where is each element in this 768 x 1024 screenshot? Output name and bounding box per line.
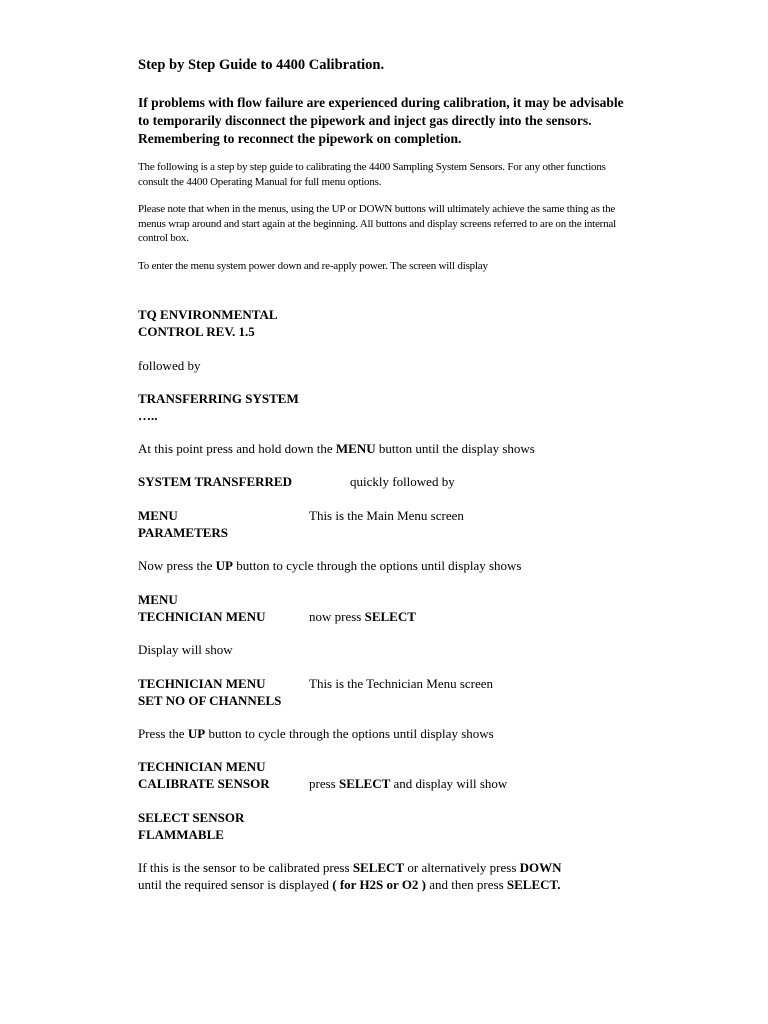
document-title: Step by Step Guide to 4400 Calibration. [138,57,385,73]
display-screen-8-line2: FLAMMABLE [138,827,224,842]
display-screen-5-line2: TECHNICIAN MENU [138,609,266,624]
display-will-show-text: Display will show [138,642,233,657]
display-screen-7-note: press SELECT and display will show [309,776,508,791]
display-screen-4-note: This is the Main Menu screen [309,508,464,523]
display-screen-6-note: This is the Technician Menu screen [309,676,494,691]
final-instruction-line2: until the required sensor is displayed ( for H2S or O2 ) and then press SELECT. [138,877,561,892]
intro-paragraph-2: Please note that when in the menus, using the UP or DOWN buttons will ultimately achieve the same thing as the menus wrap around and start again at the beginning. All buttons and display screens referred to are on the internal control box. [138,203,616,244]
display-screen-2-line1: TRANSFERRING SYSTEM [138,391,299,406]
display-screen-8-line1: SELECT SENSOR [138,810,245,825]
step-press-up-2: Press the UP button to cycle through the options until display shows [138,726,494,741]
display-screen-5-note: now press SELECT [309,609,416,624]
display-screen-5-line1: MENU [138,592,178,607]
step-hold-menu: At this point press and hold down the MENU button until the display shows [138,441,535,456]
display-screen-3-note: quickly followed by [350,474,455,489]
final-instruction-line1: If this is the sensor to be calibrated press SELECT or alternatively press DOWN [138,860,562,875]
display-screen-4-line1: MENU [138,508,178,523]
display-screen-7-line1: TECHNICIAN MENU [138,759,266,774]
intro-paragraph-1: The following is a step by step guide to calibrating the 4400 Sampling System Sensors. For any other functions consult the 4400 Operating Manual for full menu options. [138,161,606,188]
display-screen-7-line2: CALIBRATE SENSOR [138,776,270,791]
display-screen-3-line1: SYSTEM TRANSFERRED [138,474,292,489]
display-screen-4-line2: PARAMETERS [138,525,229,540]
followed-by-text: followed by [138,358,201,373]
display-screen-1-line1: TQ ENVIRONMENTAL [138,307,278,322]
display-screen-2-line2: ….. [138,408,158,423]
display-screen-6-line2: SET NO OF CHANNELS [138,693,282,708]
display-screen-6-line1: TECHNICIAN MENU [138,676,266,691]
step-press-up-1: Now press the UP button to cycle through the options until display shows [138,558,522,573]
warning-paragraph: If problems with flow failure are experienced during calibration, it may be advisable to temporarily disconnect the pipework and inject gas directly into the sensors. Remembering to reconnect the pipework on completion. [138,95,624,146]
display-screen-1-line2: CONTROL REV. 1.5 [138,324,255,339]
intro-paragraph-3: To enter the menu system power down and re-apply power. The screen will display [138,260,488,272]
